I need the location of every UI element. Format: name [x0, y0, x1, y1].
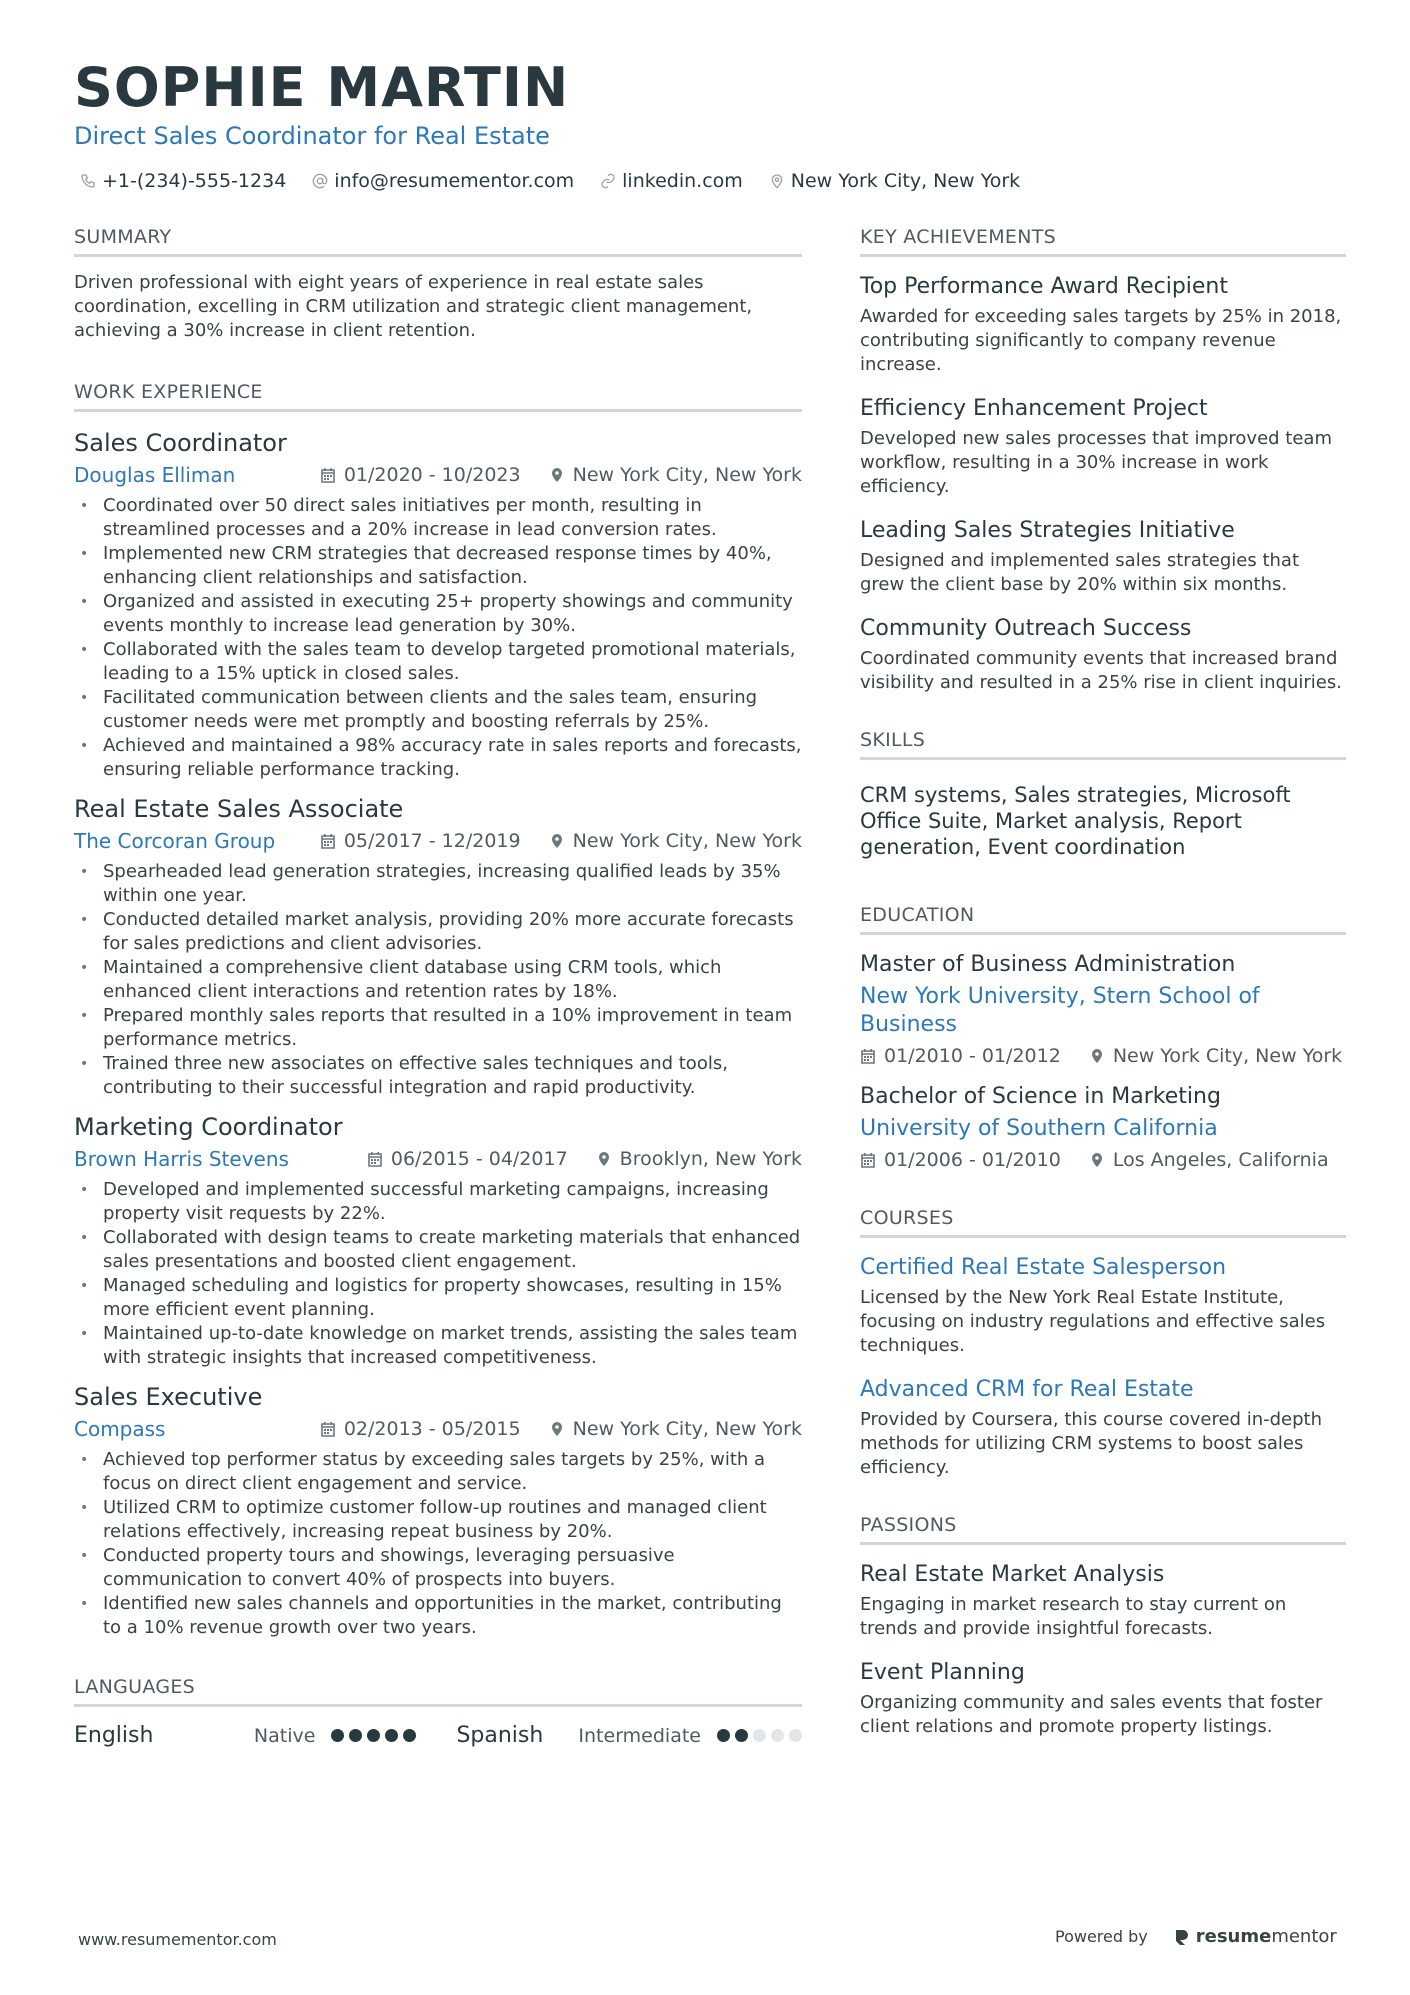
job-company: Douglas Elliman [74, 463, 236, 487]
job-location-text: New York City, New York [572, 464, 802, 486]
contact-bar [80, 170, 1020, 192]
course-item [860, 1254, 1346, 1358]
job-location [549, 1416, 802, 1442]
passions-list [860, 1561, 1346, 1739]
summary-text: Driven professional with eight years of experience in real estate sales coordination, excelling in CRM utilization and strategic client management, achieving a 30% increase in client retention. [74, 272, 753, 341]
job-entry [74, 794, 802, 1100]
job-entry [74, 1382, 802, 1640]
map-pin-icon [1089, 1048, 1105, 1064]
powered-by-label: Powered by [1055, 1927, 1148, 1946]
map-pin-icon [596, 1151, 612, 1167]
job-bullet: • Spearheaded lead generation strategies, increasing qualified leads by 35% within one year. [74, 860, 802, 908]
education-heading: EDUCATION [860, 904, 1346, 935]
job-title: Sales Executive [74, 1383, 263, 1411]
jobs-list [74, 428, 802, 1640]
brand-mark-icon [1174, 1928, 1190, 1946]
job-company: Brown Harris Stevens [74, 1147, 289, 1171]
contact-email-text: info@resumementor.com [334, 170, 575, 192]
course-desc: Licensed by the New York Real Estate Institute, focusing on industry regulations and effective sales techniques. [860, 1287, 1326, 1356]
job-location [596, 1146, 802, 1172]
job-location-text: New York City, New York [572, 830, 802, 852]
job-company: Compass [74, 1417, 166, 1441]
job-bullet: • Achieved top performer status by exceeding sales targets by 25%, with a focus on direct client engagement and service. [74, 1448, 802, 1496]
job-meta [74, 462, 802, 488]
education-location-text: Los Angeles, California [1112, 1149, 1329, 1171]
calendar-icon [860, 1048, 876, 1064]
education-dates-text: 01/2006 - 01/2010 [884, 1149, 1061, 1171]
rating-dot-filled [717, 1729, 730, 1742]
language-name: Spanish [456, 1723, 544, 1748]
job-bullet: • Conducted detailed market analysis, providing 20% more accurate forecasts for sales predictions and client advisories. [74, 908, 802, 956]
calendar-icon [320, 467, 336, 483]
achievement-item [860, 273, 1346, 377]
footer-brand [1055, 1926, 1337, 1947]
brand-bold: resume [1195, 1926, 1272, 1947]
skills-section [860, 729, 1346, 860]
education-school: University of Southern California [860, 1116, 1218, 1141]
achievements-heading: KEY ACHIEVEMENTS [860, 226, 1346, 257]
languages-heading: LANGUAGES [74, 1676, 802, 1707]
language-name: English [74, 1723, 154, 1748]
summary-section [74, 226, 802, 343]
education-dates [860, 1147, 1061, 1173]
education-meta [860, 1147, 1346, 1173]
job-bullets [74, 494, 802, 782]
job-bullet: • Prepared monthly sales reports that resulted in a 10% improvement in team performance metrics. [74, 1004, 802, 1052]
skills-heading: SKILLS [860, 729, 1346, 760]
candidate-role: Direct Sales Coordinator for Real Estate [74, 122, 550, 150]
education-location [1089, 1147, 1329, 1173]
footer-website[interactable]: www.resumementor.com [78, 1930, 277, 1949]
job-bullet: • Implemented new CRM strategies that decreased response times by 40%, enhancing client relationships and satisfaction. [74, 542, 802, 590]
course-title[interactable]: Advanced CRM for Real Estate [860, 1377, 1194, 1402]
achievement-title: Top Performance Award Recipient [860, 274, 1228, 299]
job-meta [74, 828, 802, 854]
language-level: Native [253, 1724, 316, 1747]
job-bullet: • Collaborated with design teams to create marketing materials that enhanced sales presentations and boosted client engagement. [74, 1226, 802, 1274]
job-dates-text: 01/2020 - 10/2023 [343, 464, 521, 486]
job-bullets [74, 1178, 802, 1370]
map-pin-icon [549, 833, 565, 849]
job-bullet: • Maintained a comprehensive client database using CRM tools, which enhanced client interactions and retention rates by 18%. [74, 956, 802, 1004]
job-meta [74, 1416, 802, 1442]
language-rating [331, 1729, 416, 1742]
job-dates-text: 06/2015 - 04/2017 [390, 1148, 568, 1170]
achievement-desc: Awarded for exceeding sales targets by 25% in 2018, contributing significantly to company revenue increase. [860, 306, 1342, 375]
achievement-desc: Developed new sales processes that improved team workflow, resulting in a 30% increase in work efficiency. [860, 428, 1332, 497]
job-entry [74, 1112, 802, 1370]
job-dates [320, 1416, 521, 1442]
job-entry [74, 428, 802, 782]
summary-heading: SUMMARY [74, 226, 802, 257]
right-column [860, 226, 1346, 1757]
education-item [860, 951, 1346, 1069]
job-title: Sales Coordinator [74, 429, 287, 457]
job-dates-text: 02/2013 - 05/2015 [343, 1418, 521, 1440]
job-bullet: • Managed scheduling and logistics for property showcases, resulting in 15% more efficient event planning. [74, 1274, 802, 1322]
rating-dot-empty [753, 1729, 766, 1742]
language-level: Intermediate [578, 1724, 701, 1747]
achievement-item [860, 517, 1346, 597]
education-list [860, 951, 1346, 1173]
contact-link[interactable] [600, 170, 743, 192]
course-item [860, 1376, 1346, 1480]
passion-title: Event Planning [860, 1660, 1025, 1685]
achievements-list [860, 273, 1346, 695]
job-bullets [74, 1448, 802, 1640]
job-dates [320, 828, 521, 854]
education-section [860, 904, 1346, 1173]
achievement-item [860, 395, 1346, 499]
contact-link-text: linkedin.com [622, 170, 743, 192]
rating-dot-empty [789, 1729, 802, 1742]
job-bullet: • Developed and implemented successful marketing campaigns, increasing property visit requests by 22%. [74, 1178, 802, 1226]
calendar-icon [320, 833, 336, 849]
education-degree: Bachelor of Science in Marketing [860, 1084, 1221, 1109]
job-bullet: • Trained three new associates on effective sales techniques and tools, contributing to their successful integration and rapid productivity. [74, 1052, 802, 1100]
courses-list [860, 1254, 1346, 1480]
course-desc: Provided by Coursera, this course covered in-depth methods for utilizing CRM systems to boost sales efficiency. [860, 1409, 1322, 1478]
job-bullet: • Facilitated communication between clients and the sales team, ensuring customer needs were met promptly and boosting referrals by 25%. [74, 686, 802, 734]
education-school: New York University, Stern School of Business [860, 984, 1260, 1037]
job-bullets [74, 860, 802, 1100]
job-company: The Corcoran Group [74, 829, 276, 853]
passion-item [860, 1561, 1346, 1641]
contact-email[interactable] [312, 170, 574, 192]
job-bullet: • Organized and assisted in executing 25+ property showings and community events monthly to increase lead generation by 30%. [74, 590, 802, 638]
achievement-desc: Designed and implemented sales strategies that grew the client base by 20% within six months. [860, 550, 1300, 595]
phone-icon [80, 173, 96, 189]
passion-desc: Organizing community and sales events that foster client relations and promote property listings. [860, 1692, 1323, 1737]
skills-text: CRM systems, Sales strategies, Microsoft Office Suite, Market analysis, Report generation, Event coordination [860, 783, 1291, 859]
job-title: Marketing Coordinator [74, 1113, 343, 1141]
passion-desc: Engaging in market research to stay current on trends and provide insightful forecasts. [860, 1594, 1287, 1639]
achievement-title: Leading Sales Strategies Initiative [860, 518, 1235, 543]
brand-logo[interactable] [1174, 1926, 1337, 1947]
language-rating [717, 1729, 802, 1742]
education-degree: Master of Business Administration [860, 952, 1236, 977]
achievement-title: Efficiency Enhancement Project [860, 396, 1208, 421]
job-bullet: • Maintained up-to-date knowledge on market trends, assisting the sales team with strategic insights that increased competitiveness. [74, 1322, 802, 1370]
contact-phone[interactable] [80, 170, 286, 192]
education-location [1089, 1043, 1342, 1069]
courses-heading: COURSES [860, 1207, 1346, 1238]
calendar-icon [320, 1421, 336, 1437]
passions-section [860, 1514, 1346, 1739]
calendar-icon [860, 1152, 876, 1168]
job-bullet: • Achieved and maintained a 98% accuracy rate in sales reports and forecasts, ensuring reliable performance tracking. [74, 734, 802, 782]
map-pin-icon [1089, 1152, 1105, 1168]
at-icon [312, 173, 328, 189]
rating-dot-empty [771, 1729, 784, 1742]
job-bullet: • Coordinated over 50 direct sales initiatives per month, resulting in streamlined processes and a 20% increase in lead conversion rates. [74, 494, 802, 542]
achievement-desc: Coordinated community events that increased brand visibility and resulted in a 25% rise in client inquiries. [860, 648, 1342, 693]
experience-heading: WORK EXPERIENCE [74, 381, 802, 412]
job-bullet: • Collaborated with the sales team to develop targeted promotional materials, leading to a 15% uptick in closed sales. [74, 638, 802, 686]
brand-light: mentor [1271, 1926, 1337, 1947]
achievements-section [860, 226, 1346, 695]
education-item [860, 1083, 1346, 1173]
contact-location-text: New York City, New York [790, 170, 1021, 192]
job-meta [74, 1146, 802, 1172]
education-dates-text: 01/2010 - 01/2012 [884, 1045, 1061, 1067]
contact-location [769, 170, 1020, 192]
languages-section [74, 1676, 802, 1748]
education-meta [860, 1043, 1346, 1069]
job-location-text: New York City, New York [572, 1418, 802, 1440]
left-column [74, 226, 802, 1748]
experience-section [74, 381, 802, 1640]
map-pin-icon [549, 467, 565, 483]
courses-section [860, 1207, 1346, 1480]
education-location-text: New York City, New York [1112, 1045, 1343, 1067]
job-dates [367, 1146, 568, 1172]
job-title: Real Estate Sales Associate [74, 795, 404, 823]
job-bullet: • Identified new sales channels and opportunities in the market, contributing to a 10% revenue growth over two years. [74, 1592, 802, 1640]
education-dates [860, 1043, 1061, 1069]
job-location-text: Brooklyn, New York [619, 1148, 802, 1170]
rating-dot-filled [331, 1729, 344, 1742]
passion-item [860, 1659, 1346, 1739]
rating-dot-filled [735, 1729, 748, 1742]
rating-dot-filled [385, 1729, 398, 1742]
achievement-item [860, 615, 1346, 695]
candidate-name: SOPHIE MARTIN [74, 56, 570, 119]
map-pin-icon [549, 1421, 565, 1437]
job-dates-text: 05/2017 - 12/2019 [343, 830, 521, 852]
languages-list [74, 1723, 802, 1748]
calendar-icon [367, 1151, 383, 1167]
job-location [549, 462, 802, 488]
job-location [549, 828, 802, 854]
rating-dot-filled [349, 1729, 362, 1742]
job-bullet: • Conducted property tours and showings, leveraging persuasive communication to convert 40% of prospects into buyers. [74, 1544, 802, 1592]
rating-dot-filled [403, 1729, 416, 1742]
course-title[interactable]: Certified Real Estate Salesperson [860, 1255, 1227, 1280]
passions-heading: PASSIONS [860, 1514, 1346, 1545]
map-pin-icon [769, 173, 785, 189]
job-bullet: • Utilized CRM to optimize customer follow-up routines and managed client relations effectively, increasing repeat business by 20%. [74, 1496, 802, 1544]
link-icon [600, 173, 616, 189]
rating-dot-filled [367, 1729, 380, 1742]
passion-title: Real Estate Market Analysis [860, 1562, 1165, 1587]
job-dates [320, 462, 521, 488]
contact-phone-text: +1-(234)-555-1234 [102, 170, 287, 192]
achievement-title: Community Outreach Success [860, 616, 1192, 641]
